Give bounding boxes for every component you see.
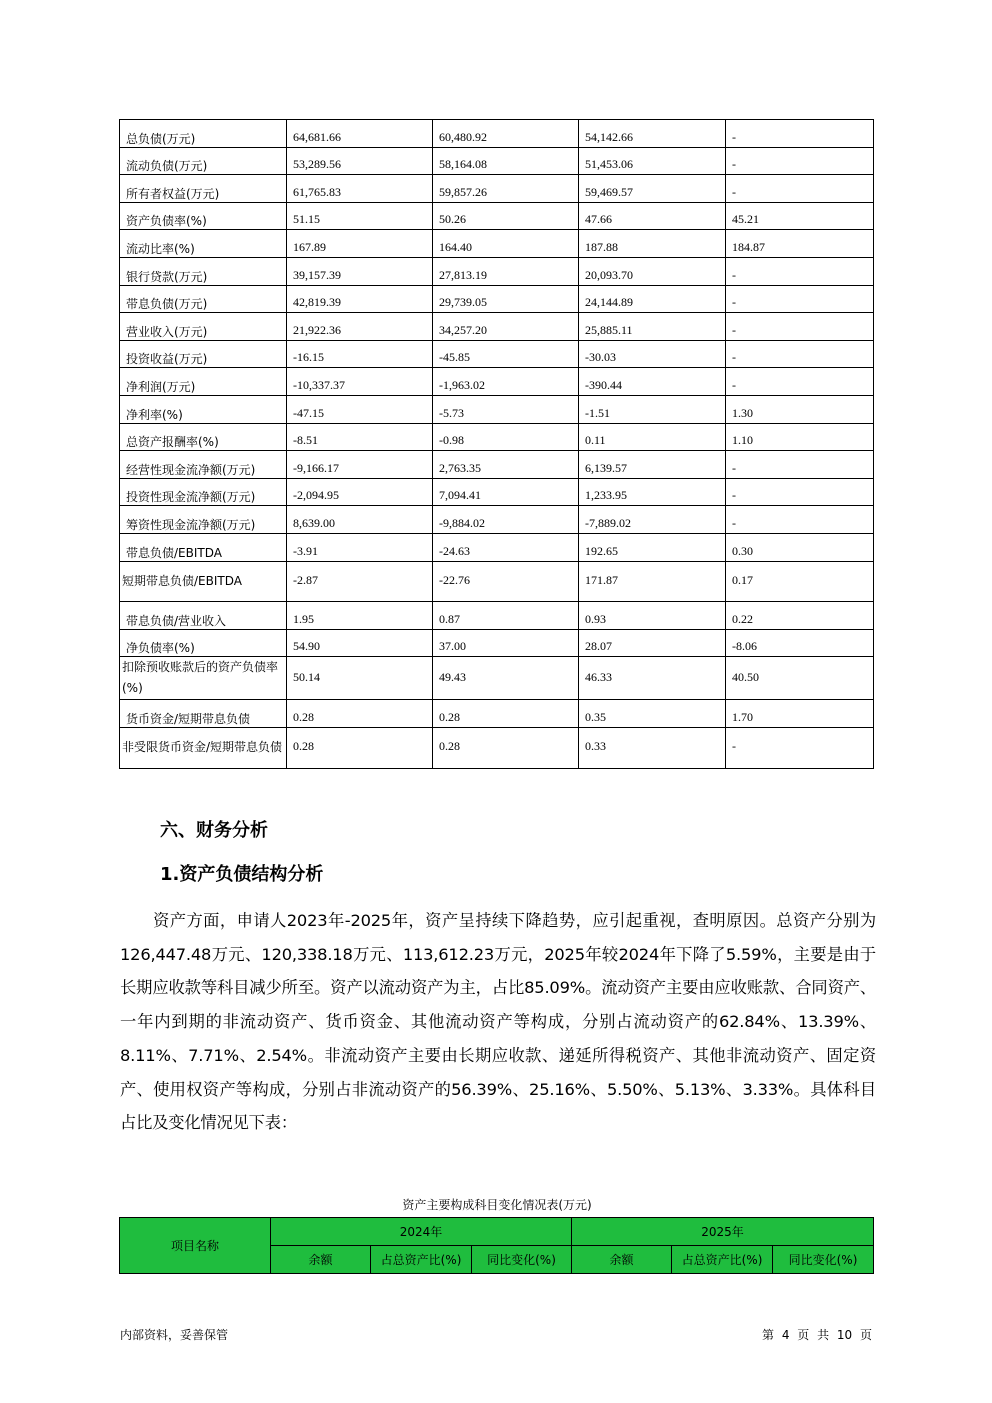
table-row bbox=[120, 313, 874, 341]
row-label: 营业收入(万元) bbox=[120, 313, 287, 341]
table-row bbox=[120, 561, 874, 602]
row-value: 0.87 bbox=[433, 602, 579, 630]
row-value: 49.43 bbox=[433, 657, 579, 700]
row-value: 8,639.00 bbox=[287, 506, 433, 534]
row-value: - bbox=[726, 175, 874, 203]
year-2025-header: 2025年 bbox=[572, 1218, 874, 1246]
row-value: 1.30 bbox=[726, 395, 874, 423]
table-row bbox=[120, 728, 874, 769]
row-value: -0.98 bbox=[433, 423, 579, 451]
row-label: 总资产报酬率(%) bbox=[120, 423, 287, 451]
section-subheading: 1.资产负债结构分析 bbox=[160, 864, 324, 885]
row-value: 1,233.95 bbox=[579, 478, 726, 506]
row-value: 2,763.35 bbox=[433, 451, 579, 479]
row-value: 28.07 bbox=[579, 629, 726, 657]
row-value: 50.26 bbox=[433, 202, 579, 230]
year-2024-header: 2024年 bbox=[271, 1218, 572, 1246]
row-value: 29,739.05 bbox=[433, 285, 579, 313]
row-value: -22.76 bbox=[433, 561, 579, 602]
row-value: - bbox=[726, 340, 874, 368]
row-value: 54,142.66 bbox=[579, 120, 726, 148]
row-value: 47.66 bbox=[579, 202, 726, 230]
row-value: 0.28 bbox=[433, 700, 579, 728]
row-value: 64,681.66 bbox=[287, 120, 433, 148]
row-value: 58,164.08 bbox=[433, 147, 579, 175]
row-value: 39,157.39 bbox=[287, 257, 433, 285]
row-value: - bbox=[726, 478, 874, 506]
row-value: -30.03 bbox=[579, 340, 726, 368]
row-value: - bbox=[726, 451, 874, 479]
row-value: 37.00 bbox=[433, 629, 579, 657]
table-row bbox=[120, 230, 874, 258]
analysis-paragraph: 资产方面，申请人2023年-2025年，资产呈持续下降趋势，应引起重视，查明原因。总资产分别为126,447.48万元、120,338.18万元、113,612.23万元，2025年较2024年下降了5.59%，主要是由于长期应收款等科目减少所至。资产以流动资产为主，占比85.09%。流动资产主要由应收账款、合同资产、一年内到期的非流动资产、货币资金、其他流动资产等构成，分别占流动资产的62.84%、13.39%、8.11%、7.71%、2.54%。非流动资产主要由长期应收款、递延所得税资产、其他非流动资产、固定资产、使用权资产等构成，分别占非流动资产的56.39%、25.16%、5.50%、5.13%、3.33%。具体科目占比及变化情况见下表： bbox=[120, 911, 876, 1133]
row-value: 192.65 bbox=[579, 533, 726, 561]
row-value: 0.17 bbox=[726, 561, 874, 602]
table-row bbox=[120, 395, 874, 423]
row-label: 流动比率(%) bbox=[120, 230, 287, 258]
asset-composition-table bbox=[119, 1217, 874, 1274]
row-value: 7,094.41 bbox=[433, 478, 579, 506]
row-label: 投资收益(万元) bbox=[120, 340, 287, 368]
row-value: - bbox=[726, 368, 874, 396]
row-value: -5.73 bbox=[433, 395, 579, 423]
table-row bbox=[120, 506, 874, 534]
row-label: 银行贷款(万元) bbox=[120, 257, 287, 285]
row-value: 0.28 bbox=[433, 728, 579, 769]
share-of-total-header: 占总资产比(%) bbox=[672, 1246, 773, 1274]
row-label: 所有者权益(万元) bbox=[120, 175, 287, 203]
row-value: 0.11 bbox=[579, 423, 726, 451]
asset-table-header-row bbox=[120, 1218, 874, 1246]
row-label: 带息负债/EBITDA bbox=[120, 533, 287, 561]
section-heading: 六、财务分析 bbox=[160, 820, 268, 841]
row-value: 60,480.92 bbox=[433, 120, 579, 148]
row-value: 20,093.70 bbox=[579, 257, 726, 285]
yoy-change-header: 同比变化(%) bbox=[472, 1246, 572, 1274]
table-row bbox=[120, 533, 874, 561]
row-value: -16.15 bbox=[287, 340, 433, 368]
row-value: -3.91 bbox=[287, 533, 433, 561]
row-value: 1.70 bbox=[726, 700, 874, 728]
row-value: -10,337.37 bbox=[287, 368, 433, 396]
row-value: 0.33 bbox=[579, 728, 726, 769]
row-label: 净负债率(%) bbox=[120, 629, 287, 657]
row-value: -1.51 bbox=[579, 395, 726, 423]
table-row bbox=[120, 285, 874, 313]
row-value: 46.33 bbox=[579, 657, 726, 700]
table-row bbox=[120, 629, 874, 657]
row-value: - bbox=[726, 506, 874, 534]
balance-header: 余额 bbox=[271, 1246, 371, 1274]
row-label: 非受限货币资金/短期带息负债 bbox=[120, 728, 287, 769]
balance-header: 余额 bbox=[572, 1246, 672, 1274]
row-value: 0.30 bbox=[726, 533, 874, 561]
row-value: 167.89 bbox=[287, 230, 433, 258]
asset-table-caption: 资产主要构成科目变化情况表(万元) bbox=[402, 1198, 592, 1212]
share-of-total-header: 占总资产比(%) bbox=[371, 1246, 472, 1274]
row-value: -9,166.17 bbox=[287, 451, 433, 479]
row-value: 27,813.19 bbox=[433, 257, 579, 285]
row-value: 34,257.20 bbox=[433, 313, 579, 341]
row-label: 资产负债率(%) bbox=[120, 202, 287, 230]
row-value: 54.90 bbox=[287, 629, 433, 657]
row-value: 59,469.57 bbox=[579, 175, 726, 203]
table-row bbox=[120, 423, 874, 451]
footer-page-number: 第 4 页 共 10 页 bbox=[762, 1328, 872, 1342]
row-value: 171.87 bbox=[579, 561, 726, 602]
row-value: 0.22 bbox=[726, 602, 874, 630]
row-label: 净利率(%) bbox=[120, 395, 287, 423]
table-row bbox=[120, 340, 874, 368]
row-label: 流动负债(万元) bbox=[120, 147, 287, 175]
row-value: - bbox=[726, 147, 874, 175]
row-value: - bbox=[726, 285, 874, 313]
row-value: 51.15 bbox=[287, 202, 433, 230]
row-label: 筹资性现金流净额(万元) bbox=[120, 506, 287, 534]
row-value: 187.88 bbox=[579, 230, 726, 258]
financial-indicators-table bbox=[119, 119, 874, 769]
row-label: 总负债(万元) bbox=[120, 120, 287, 148]
row-label: 带息负债/营业收入 bbox=[120, 602, 287, 630]
table-row bbox=[120, 147, 874, 175]
table-row bbox=[120, 602, 874, 630]
row-value: 0.93 bbox=[579, 602, 726, 630]
item-name-header: 项目名称 bbox=[120, 1218, 271, 1274]
table-row bbox=[120, 451, 874, 479]
table-row bbox=[120, 175, 874, 203]
row-value: 25,885.11 bbox=[579, 313, 726, 341]
row-label: 净利润(万元) bbox=[120, 368, 287, 396]
row-value: 21,922.36 bbox=[287, 313, 433, 341]
row-value: -9,884.02 bbox=[433, 506, 579, 534]
row-value: 45.21 bbox=[726, 202, 874, 230]
row-value: -24.63 bbox=[433, 533, 579, 561]
row-value: - bbox=[726, 728, 874, 769]
row-value: 6,139.57 bbox=[579, 451, 726, 479]
row-value: - bbox=[726, 257, 874, 285]
row-value: 1.95 bbox=[287, 602, 433, 630]
row-label: 投资性现金流净额(万元) bbox=[120, 478, 287, 506]
row-value: 40.50 bbox=[726, 657, 874, 700]
row-value: 61,765.83 bbox=[287, 175, 433, 203]
table-row bbox=[120, 657, 874, 700]
row-value: 51,453.06 bbox=[579, 147, 726, 175]
row-value: 42,819.39 bbox=[287, 285, 433, 313]
row-value: -8.51 bbox=[287, 423, 433, 451]
row-label: 短期带息负债/EBITDA bbox=[120, 561, 287, 602]
table-row bbox=[120, 120, 874, 148]
row-value: 50.14 bbox=[287, 657, 433, 700]
financial-indicators-body bbox=[120, 120, 874, 769]
row-label: 扣除预收账款后的资产负债率(%) bbox=[120, 657, 287, 700]
table-row bbox=[120, 700, 874, 728]
yoy-change-header: 同比变化(%) bbox=[773, 1246, 874, 1274]
row-value: -390.44 bbox=[579, 368, 726, 396]
row-value: -1,963.02 bbox=[433, 368, 579, 396]
footer-confidential: 内部资料，妥善保管 bbox=[120, 1328, 229, 1342]
row-value: 1.10 bbox=[726, 423, 874, 451]
row-value: 184.87 bbox=[726, 230, 874, 258]
row-value: -47.15 bbox=[287, 395, 433, 423]
table-row bbox=[120, 257, 874, 285]
row-label: 带息负债(万元) bbox=[120, 285, 287, 313]
row-value: 24,144.89 bbox=[579, 285, 726, 313]
row-value: - bbox=[726, 120, 874, 148]
row-value: 59,857.26 bbox=[433, 175, 579, 203]
table-row bbox=[120, 202, 874, 230]
row-value: 164.40 bbox=[433, 230, 579, 258]
row-value: 0.35 bbox=[579, 700, 726, 728]
table-row bbox=[120, 478, 874, 506]
row-value: -7,889.02 bbox=[579, 506, 726, 534]
row-value: -2,094.95 bbox=[287, 478, 433, 506]
row-value: -8.06 bbox=[726, 629, 874, 657]
row-value: 53,289.56 bbox=[287, 147, 433, 175]
row-value: -2.87 bbox=[287, 561, 433, 602]
row-value: 0.28 bbox=[287, 728, 433, 769]
row-label: 货币资金/短期带息负债 bbox=[120, 700, 287, 728]
row-label: 经营性现金流净额(万元) bbox=[120, 451, 287, 479]
row-value: -45.85 bbox=[433, 340, 579, 368]
row-value: - bbox=[726, 313, 874, 341]
table-row bbox=[120, 368, 874, 396]
row-value: 0.28 bbox=[287, 700, 433, 728]
